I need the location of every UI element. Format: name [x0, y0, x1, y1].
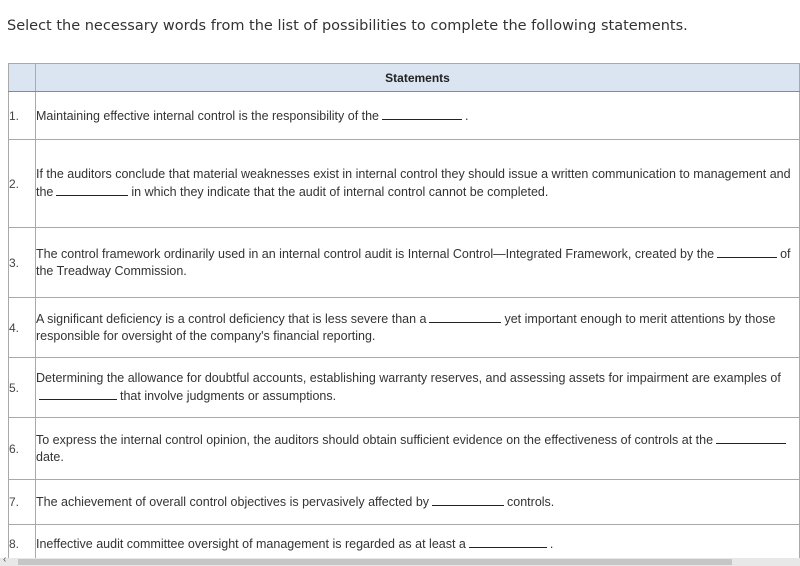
scrollbar-thumb[interactable] [18, 559, 732, 565]
number-column-header [9, 64, 36, 92]
row-number: 7. [9, 480, 36, 525]
row-number: 2. [9, 140, 36, 228]
statement-before: Determining the allowance for doubtful accounts, establishing warranty reserves, and assessing assets for impairment are examples of [36, 371, 781, 385]
answer-blank[interactable] [39, 387, 117, 400]
statement-after: controls. [507, 495, 555, 509]
table-row [9, 525, 800, 563]
table-row [9, 140, 800, 228]
statement-before: Ineffective audit committee oversight of management is regarded as at least a [36, 536, 466, 551]
table-row [9, 418, 800, 480]
statement-text [36, 298, 800, 358]
row-number: 8. [9, 525, 36, 563]
statement-text [36, 480, 800, 525]
horizontal-scrollbar[interactable] [0, 554, 800, 566]
statement-text [36, 525, 800, 563]
row-number: 5. [9, 358, 36, 418]
table-row [9, 92, 800, 140]
table-row [9, 298, 800, 358]
answer-blank[interactable] [429, 310, 501, 323]
statement-text [36, 358, 800, 418]
statement-before: Maintaining effective internal control is the responsibility of the [36, 108, 380, 123]
statement-before: The control framework ordinarily used in an internal control audit is Internal Control—Integrated Framework, created by the [36, 247, 715, 261]
statement-before: The achievement of overall control objectives is pervasively affected by [36, 495, 430, 509]
statement-text [36, 92, 800, 140]
statement-after: that involve judgments or assumptions. [120, 389, 337, 403]
statement-text [36, 140, 800, 228]
row-number: 6. [9, 418, 36, 480]
answer-blank[interactable] [382, 107, 462, 120]
table-header-row [9, 64, 800, 92]
statements-header: Statements [36, 64, 800, 92]
answer-blank[interactable] [469, 535, 547, 548]
table-row [9, 480, 800, 525]
row-number: 4. [9, 298, 36, 358]
statement-before: A significant deficiency is a control deficiency that is less severe than a [36, 312, 427, 326]
statement-after: in which they indicate that the audit of internal control cannot be completed. [131, 185, 549, 199]
table-row [9, 228, 800, 298]
answer-blank[interactable] [56, 183, 128, 196]
row-number: 3. [9, 228, 36, 298]
instruction-text: Select the necessary words from the list of possibilities to complete the following statements. [7, 18, 688, 34]
statement-after: . [465, 108, 469, 123]
statement-after: date. [36, 450, 64, 464]
statement-after: yet important enough to merit attentions by those responsible for oversight of the company's financial reporting. [36, 312, 776, 343]
statement-after: of the Treadway Commission. [36, 247, 791, 278]
statement-before: If the auditors conclude that material weaknesses exist in internal control they should issue a written communication to management and the [36, 167, 791, 199]
statement-before: To express the internal control opinion, the auditors should obtain sufficient evidence on the effectiveness of controls at the [36, 433, 714, 447]
chevron-left-icon[interactable]: ‹ [3, 554, 7, 565]
answer-blank[interactable] [432, 493, 504, 506]
answer-blank[interactable] [717, 245, 777, 258]
statement-text [36, 228, 800, 298]
answer-blank[interactable] [716, 431, 786, 444]
table-row [9, 358, 800, 418]
statement-text [36, 418, 800, 480]
row-number: 1. [9, 92, 36, 140]
statement-after: . [549, 536, 554, 551]
statements-table [8, 63, 800, 563]
